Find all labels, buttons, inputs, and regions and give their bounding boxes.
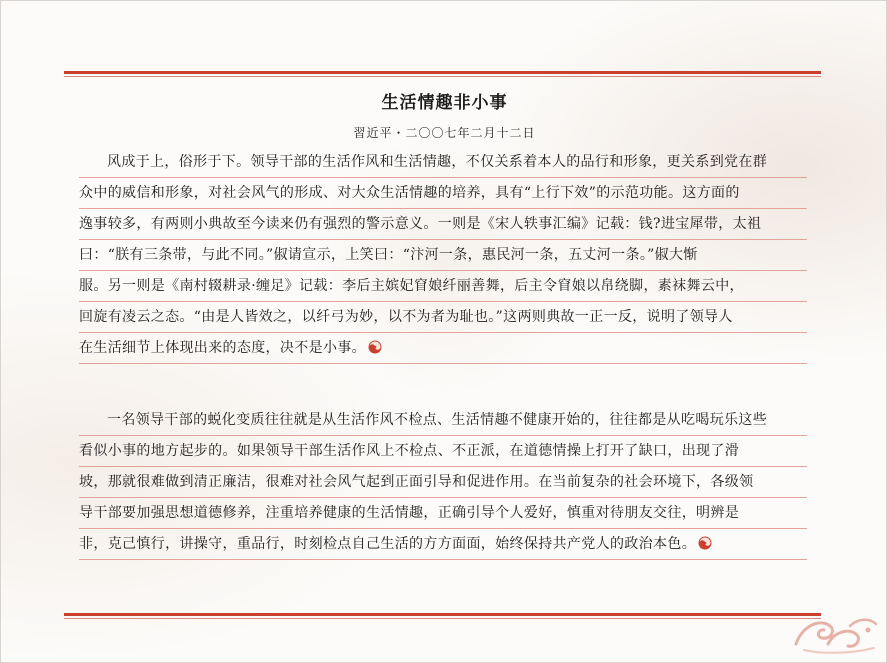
article-title: 生活情趣非小事 xyxy=(381,93,508,113)
text-line-content: 在生活细节上体现出来的态度，决不是小事。 xyxy=(79,340,366,356)
bottom-divider xyxy=(64,613,821,619)
text-line: 风成于上，俗形于下。领导干部的生活作风和生活情趣，不仅关系着本人的品行和形象，更关系到党在群 xyxy=(79,147,807,178)
paragraph-end-icon xyxy=(698,536,712,550)
text-line-last xyxy=(79,333,807,364)
text-line: 逸事较多，有两则小典故至今读来仍有强烈的警示意义。一则是《宋人轶事汇编》记载：钱?进宝犀带，太祖 xyxy=(79,209,807,240)
text-line: 看似小事的地方起步的。如果领导干部生活作风上不检点、不正派，在道德情操上打开了缺口，出现了滑 xyxy=(79,436,807,467)
top-divider xyxy=(64,71,821,77)
text-line: 回旋有凌云之态。“由是人皆效之，以纤弓为妙，以不为者为耻也。”这两则典故一正一反，说明了领导人 xyxy=(79,302,807,333)
text-line: 坡，那就很难做到清正廉洁，很难对社会风气起到正面引导和促进作用。在当前复杂的社会环境下，各级领 xyxy=(79,467,807,498)
dragon-ornament-icon xyxy=(790,604,882,656)
article-byline: 習近平・二〇〇七年二月十二日 xyxy=(353,126,536,140)
text-line: 曰：“朕有三条带，与此不同。”俶请宣示，上笑曰：“汴河一条，惠民河一条，五丈河一条。”俶大惭 xyxy=(79,240,807,271)
text-line: 导干部要加强思想道德修养，注重培养健康的生活情趣，正确引导个人爱好，慎重对待朋友交往，明辨是 xyxy=(79,498,807,529)
text-line: 服。另一则是《南村辍耕录·缠足》记载：李后主嫔妃窅娘纤丽善舞，后主令窅娘以帛绕脚，素袜舞云中， xyxy=(79,271,807,302)
text-line-last xyxy=(79,529,807,560)
text-line: 众中的威信和形象，对社会风气的形成、对大众生活情趣的培养，具有“上行下效”的示范功能。这方面的 xyxy=(79,178,807,209)
paragraph-end-icon xyxy=(368,340,382,354)
text-line-content: 非，克己慎行，讲操守，重品行，时刻检点自己生活的方方面面，始终保持共产党人的政治本色。 xyxy=(79,536,697,552)
text-line: 一名领导干部的蜕化变质往往就是从生活作风不检点、生活情趣不健康开始的，往往都是从吃喝玩乐这些 xyxy=(79,405,807,436)
